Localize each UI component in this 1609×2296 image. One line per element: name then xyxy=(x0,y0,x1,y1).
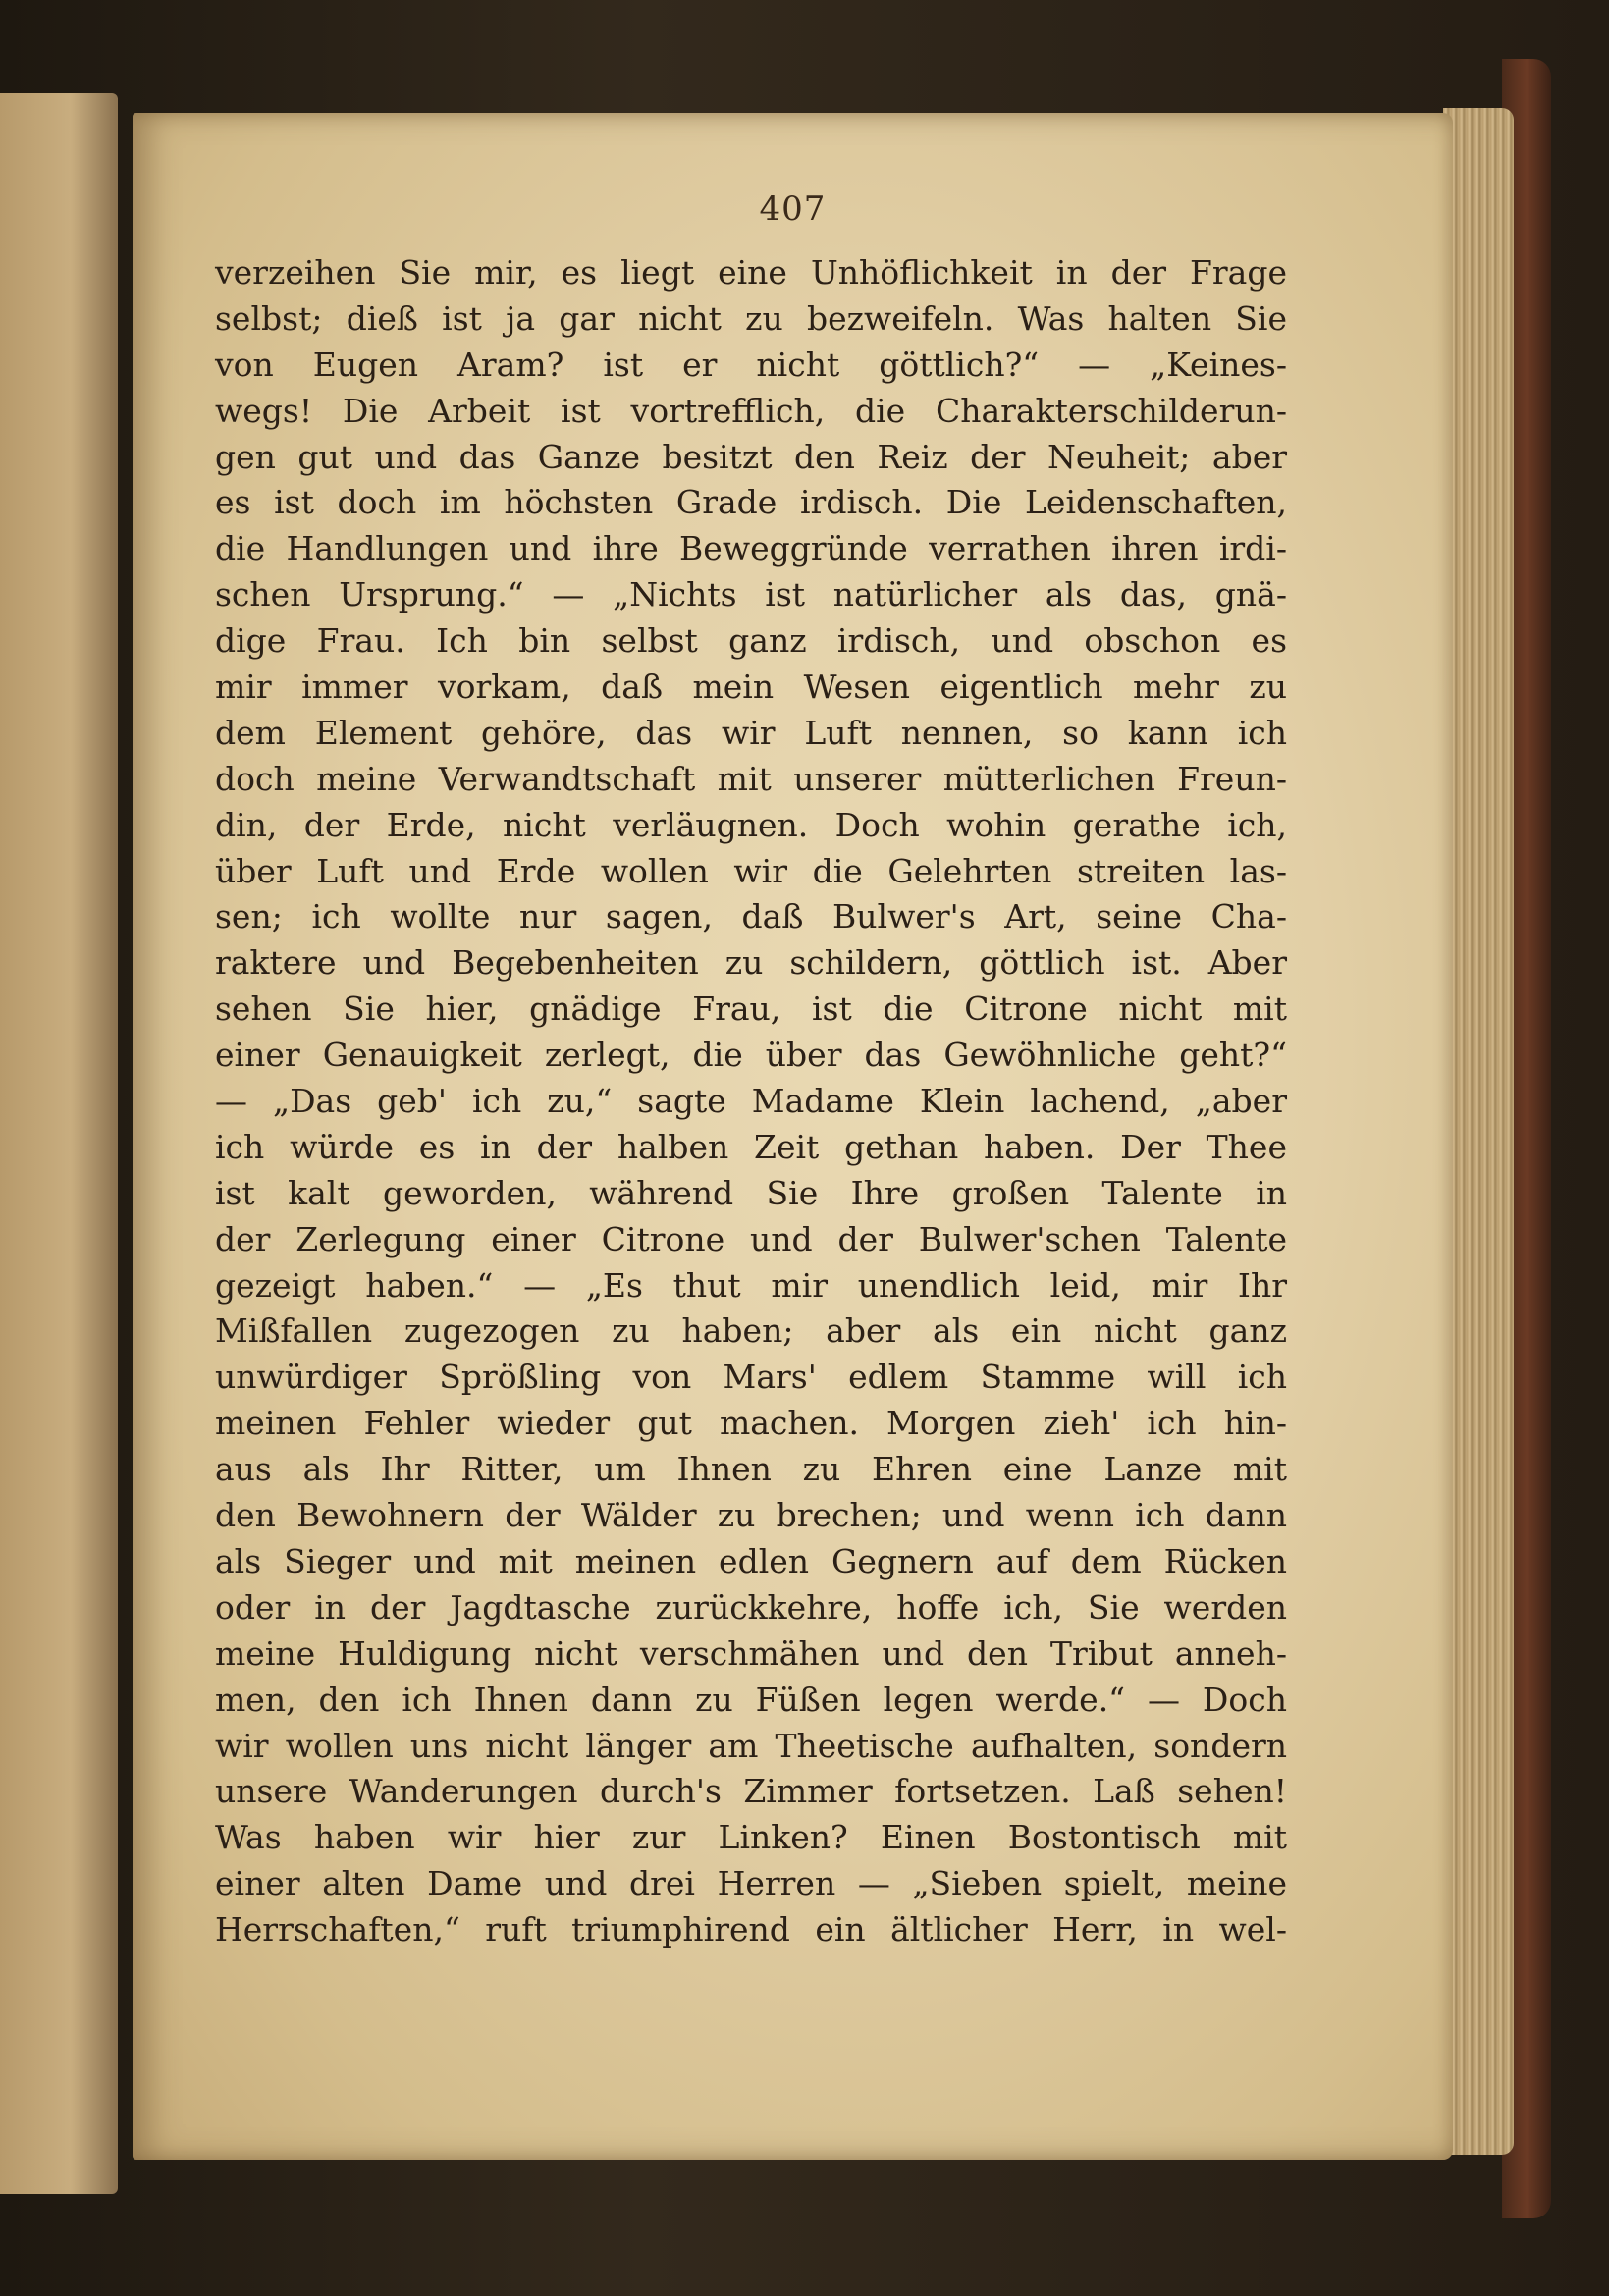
text-line: unwürdiger Sprößling von Mars' edlem Stamme will ich xyxy=(215,1358,1287,1397)
text-line: oder in der Jagdtasche zurückkehre, hoffe ich, Sie werden xyxy=(215,1587,1287,1627)
text-line: sehen Sie hier, gnädige Frau, ist die Citrone nicht mit xyxy=(215,989,1287,1029)
text-line: einer alten Dame und drei Herren — „Sieben spielt, meine xyxy=(215,1864,1287,1903)
text-line: wir wollen uns nicht länger am Theetische aufhalten, sondern xyxy=(215,1726,1287,1765)
text-line: die Handlungen und ihre Beweggründe verrathen ihren irdi- xyxy=(215,529,1287,568)
text-line: mir immer vorkam, daß mein Wesen eigentlich mehr zu xyxy=(215,667,1287,707)
text-line: Was haben wir hier zur Linken? Einen Bostontisch mit xyxy=(215,1818,1287,1857)
text-line: aus als Ihr Ritter, um Ihnen zu Ehren eine Lanze mit xyxy=(215,1450,1287,1489)
text-line: gen gut und das Ganze besitzt den Reiz der Neuheit; aber xyxy=(215,437,1287,476)
text-line: men, den ich Ihnen dann zu Füßen legen werde.“ — Doch xyxy=(215,1680,1287,1719)
text-line: es ist doch im höchsten Grade irdisch. Die Leidenschaften, xyxy=(215,483,1287,522)
page-number: 407 xyxy=(759,189,827,229)
text-line: dige Frau. Ich bin selbst ganz irdisch, und obschon es xyxy=(215,621,1287,661)
text-line: gezeigt haben.“ — „Es thut mir unendlich leid, mir Ihr xyxy=(215,1265,1287,1305)
text-line: raktere und Begebenheiten zu schildern, göttlich ist. Aber xyxy=(215,943,1287,983)
text-line: verzeihen Sie mir, es liegt eine Unhöflichkeit in der Frage xyxy=(215,253,1287,292)
text-line: meine Huldigung nicht verschmähen und den Tribut anneh- xyxy=(215,1633,1287,1673)
book-page xyxy=(133,113,1453,2160)
text-line: unsere Wanderungen durch's Zimmer fortsetzen. Laß sehen! xyxy=(215,1772,1287,1811)
text-line: ist kalt geworden, während Sie Ihre großen Talente in xyxy=(215,1173,1287,1212)
text-line: sen; ich wollte nur sagen, daß Bulwer's Art, seine Cha- xyxy=(215,897,1287,936)
text-line: meinen Fehler wieder gut machen. Morgen zieh' ich hin- xyxy=(215,1404,1287,1443)
left-page-edge xyxy=(0,93,118,2194)
text-line: schen Ursprung.“ — „Nichts ist natürlicher als das, gnä- xyxy=(215,575,1287,614)
text-line: doch meine Verwandtschaft mit unserer mütterlichen Freun- xyxy=(215,759,1287,798)
text-line: din, der Erde, nicht verläugnen. Doch wohin gerathe ich, xyxy=(215,805,1287,844)
text-line: über Luft und Erde wollen wir die Gelehrten streiten las- xyxy=(215,851,1287,890)
text-line: Mißfallen zugezogen zu haben; aber als ein nicht ganz xyxy=(215,1311,1287,1351)
text-line: einer Genauigkeit zerlegt, die über das Gewöhnliche geht?“ xyxy=(215,1036,1287,1075)
text-line: als Sieger und mit meinen edlen Gegnern auf dem Rücken xyxy=(215,1541,1287,1580)
text-line: wegs! Die Arbeit ist vortrefflich, die Charakterschilderun- xyxy=(215,391,1287,430)
page-text xyxy=(215,250,1287,1953)
text-line: den Bewohnern der Wälder zu brechen; und wenn ich dann xyxy=(215,1496,1287,1535)
text-line: selbst; dieß ist ja gar nicht zu bezweifeln. Was halten Sie xyxy=(215,298,1287,338)
page-stack-edge xyxy=(1443,108,1514,2155)
text-line: — „Das geb' ich zu,“ sagte Madame Klein lachend, „aber xyxy=(215,1082,1287,1121)
text-line: von Eugen Aram? ist er nicht göttlich?“ — „Keines- xyxy=(215,345,1287,384)
text-line: Herrschaften,“ ruft triumphirend ein ältlicher Herr, in wel- xyxy=(215,1910,1287,1949)
text-line: der Zerlegung einer Citrone und der Bulwer'schen Talente xyxy=(215,1219,1287,1258)
text-line: ich würde es in der halben Zeit gethan haben. Der Thee xyxy=(215,1127,1287,1166)
text-line: dem Element gehöre, das wir Luft nennen, so kann ich xyxy=(215,713,1287,752)
